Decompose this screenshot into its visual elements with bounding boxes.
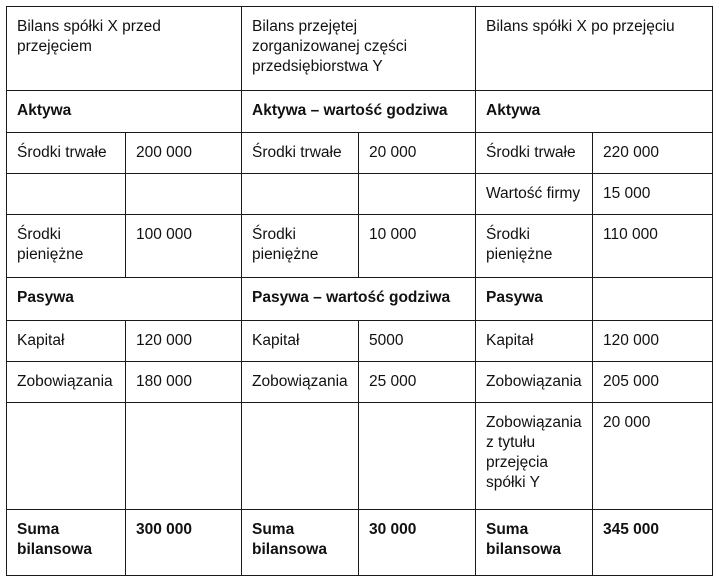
header-acquired: Bilans przejętej zorganizowanej części przedsiębiorstwa Y <box>242 7 476 91</box>
cell-label: Suma bilansowa <box>7 509 126 575</box>
cell-value: 345 000 <box>593 509 713 575</box>
cell-empty <box>126 402 242 509</box>
cell-label: Zobowiązania <box>7 361 126 402</box>
section-assets-acquired: Aktywa – wartość godziwa <box>242 91 476 133</box>
cell-label: Środki pieniężne <box>476 215 593 278</box>
section-liabilities-after: Pasywa <box>476 278 593 320</box>
cell-value: 120 000 <box>593 320 713 361</box>
cell-label: Kapitał <box>242 320 359 361</box>
table-row-total <box>7 509 713 575</box>
cell-empty <box>359 402 476 509</box>
table-row-capital <box>7 320 713 361</box>
header-row <box>7 7 713 91</box>
cell-label: Suma bilansowa <box>242 509 359 575</box>
cell-label: Kapitał <box>476 320 593 361</box>
cell-empty <box>242 402 359 509</box>
cell-label: Środki pieniężne <box>7 215 126 278</box>
cell-value: 110 000 <box>593 215 713 278</box>
cell-value: 5000 <box>359 320 476 361</box>
header-after: Bilans spółki X po przejęciu <box>476 7 713 91</box>
cell-value: 100 000 <box>126 215 242 278</box>
cell-label: Środki pieniężne <box>242 215 359 278</box>
cell-value: 10 000 <box>359 215 476 278</box>
cell-label: Zobowiązania z tytułu przejęcia spółki Y <box>476 402 593 509</box>
cell-label: Środki trwałe <box>7 133 126 174</box>
cell-value: 30 000 <box>359 509 476 575</box>
table-row-liabilities <box>7 361 713 402</box>
table-row-cash <box>7 215 713 278</box>
cell-label: Wartość firmy <box>476 174 593 215</box>
cell-value: 20 000 <box>359 133 476 174</box>
cell-label: Zobowiązania <box>476 361 593 402</box>
cell-value: 300 000 <box>126 509 242 575</box>
cell-label: Kapitał <box>7 320 126 361</box>
section-assets-before: Aktywa <box>7 91 242 133</box>
cell-label: Zobowiązania <box>242 361 359 402</box>
cell-value: 220 000 <box>593 133 713 174</box>
cell-value: 205 000 <box>593 361 713 402</box>
section-assets-after: Aktywa <box>476 91 713 133</box>
section-liabilities-acquired: Pasywa – wartość godziwa <box>242 278 476 320</box>
table-row-fixed-assets <box>7 133 713 174</box>
cell-empty <box>7 402 126 509</box>
cell-value: 15 000 <box>593 174 713 215</box>
balance-sheet-table <box>6 6 713 576</box>
cell-empty <box>7 174 126 215</box>
liabilities-section-row <box>7 278 713 320</box>
cell-value: 180 000 <box>126 361 242 402</box>
cell-value: 200 000 <box>126 133 242 174</box>
table-row-acquisition-liabilities <box>7 402 713 509</box>
assets-section-row <box>7 91 713 133</box>
cell-empty <box>242 174 359 215</box>
cell-empty <box>359 174 476 215</box>
table-row-goodwill <box>7 174 713 215</box>
cell-value: 25 000 <box>359 361 476 402</box>
cell-value: 20 000 <box>593 402 713 509</box>
cell-empty <box>593 278 713 320</box>
cell-label: Środki trwałe <box>242 133 359 174</box>
cell-empty <box>126 174 242 215</box>
cell-label: Środki trwałe <box>476 133 593 174</box>
header-before: Bilans spółki X przed przejęciem <box>7 7 242 91</box>
cell-value: 120 000 <box>126 320 242 361</box>
section-liabilities-before: Pasywa <box>7 278 242 320</box>
cell-label: Suma bilansowa <box>476 509 593 575</box>
